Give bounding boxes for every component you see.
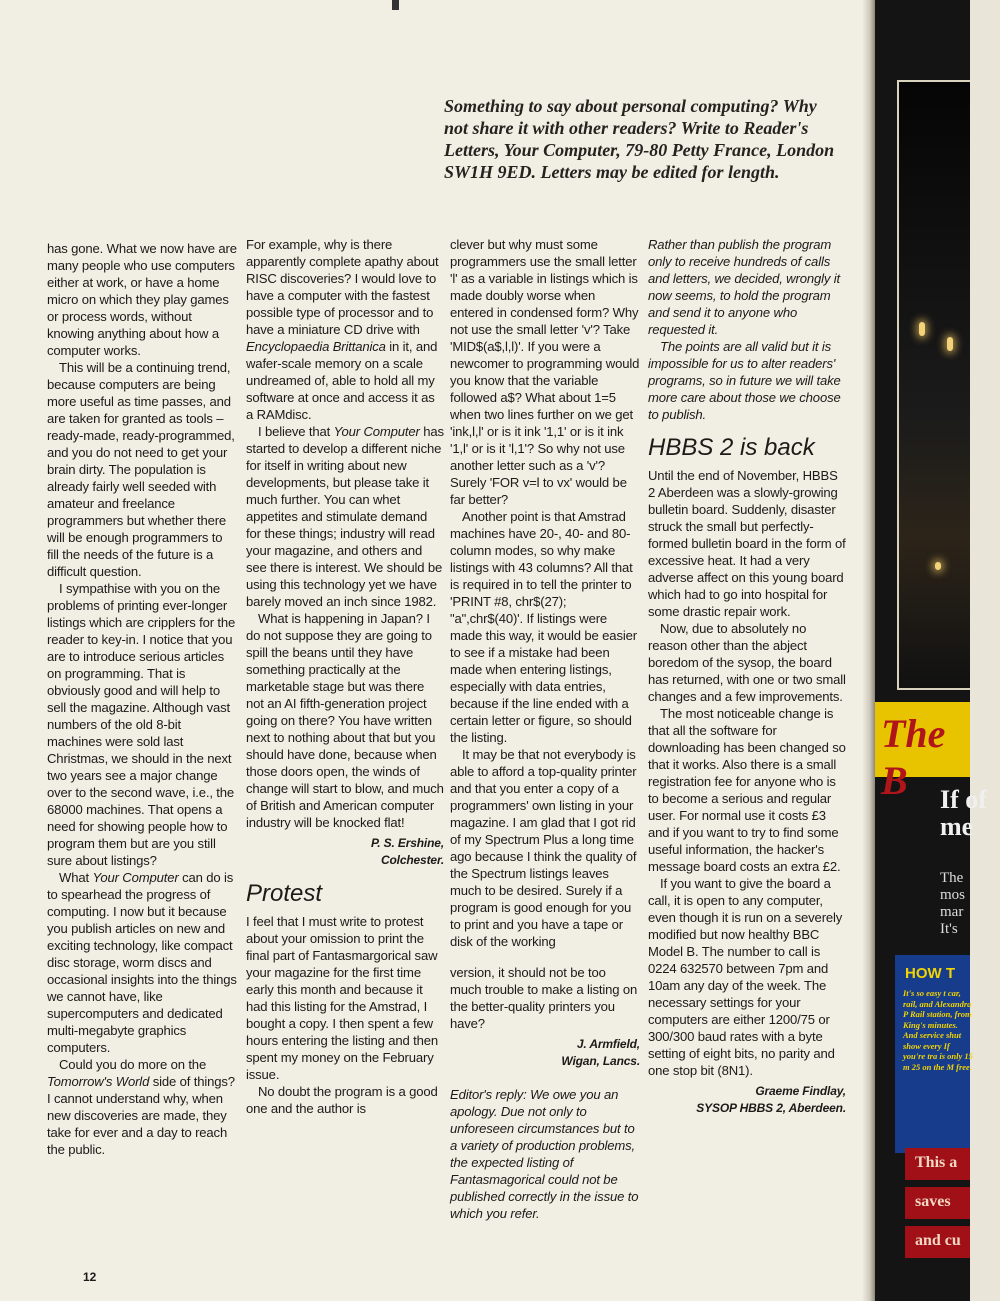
column-1 <box>47 240 237 1158</box>
light-glow <box>919 322 925 336</box>
signature-name: Graeme Findlay, <box>755 1084 846 1098</box>
paragraph: Until the end of November, HBBS 2 Aberdeen was a slowly-growing bulletin board. Suddenly, disaster struck the small but perfectly-formed bulletin board in the form of excessive heat. It had a very adverse affect on this young board which had to go into hospital for some drastic repair work. <box>648 468 846 619</box>
advert-photo <box>897 80 970 690</box>
paragraph: What is happening in Japan? I do not suppose they are going to spill the beans until they have something practically at the marketable stage but was there not an AI fifth-generation project going on there? You have written next to nothing about that but you should have done, because when those doors open, the winds of change will start to blow, and much of British and American computer industry will be knocked flat! <box>246 611 444 830</box>
advert-tag: saves <box>905 1187 970 1219</box>
paragraph: Editor's reply: We owe you an apology. Due not only to unforeseen circumstances but to a variety of production problems, the expected listing of Fantasmagorical could not be published correctly in the issue to which you refer. <box>450 1087 639 1221</box>
advert-tag: and cu <box>905 1226 970 1258</box>
advert-info-text: It's so easy t car, rail, and Alexandra P Rail station, from King's minutes. And service shut show every If you're tra is only 15 m 25 on the M free. <box>903 988 973 1072</box>
letter-signature <box>450 1036 640 1070</box>
signature-place: SYSOP HBBS 2, Aberdeen. <box>696 1101 846 1115</box>
signature-name: P. S. Ershine, <box>370 836 444 850</box>
paragraph: The most noticeable change is that all the software for downloading has been changed so that it works. Also there is a small registration fee for anyone who is to become a serious and regular user. For normal use it costs £3 and if you want to try to find some useful information, the hacker's message board costs an extra £2. <box>648 706 846 874</box>
light-glow <box>935 562 941 570</box>
section-heading-hbbs: HBBS 2 is back <box>648 434 815 461</box>
editor-reply-continued <box>648 236 846 423</box>
page-gutter <box>862 0 875 1301</box>
paragraph: If you want to give the board a call, it is open to any computer, even though it is run on a severely modified but now healthy BBC Model B. The number to call is 0224 632570 between 7pm and 10am any day of the week. The necessary settings for your computers are either 1200/75 or 300/300 baud rates with a byte setting of eight bits, no parity and one stop bit (8N1). <box>648 876 843 1078</box>
paragraph: clever but why must some programmers use the small letter 'l' as a variable in listings which is made doubly worse when entered in condensed form? Why not use the small letter 'v'? Take 'MID$(a$,l,l)'. If you were a newcomer to programming would you know that the variable followed a$? What about 1=5 when two lines further on we get 'ink,l,l' or is it ink '1,1' or is it ink '1,l' or is it 'l,1'? So why not use another letter such as a 'v'? Surely 'FOR v=l to vx' would be far better? <box>450 237 640 507</box>
paragraph: Another point is that Amstrad machines have 20-, 40- and 80-column modes, so why make listings with 43 columns? All that is required in to tell the printer to 'PRINT #8, chr$(27); "a",chr$(40)'. If listings were made this way, it would be easier to see if a mistake had been made when entering listings, especially with data entries, because if the line ended with a certain letter or figure, so should the listing. <box>450 509 637 745</box>
paragraph: I sympathise with you on the problems of printing ever-longer listings which are cripplers for the reader to key-in. I notice that you are to introduce serious articles on programming. That is obviously good and will help to sell the magazine. Although vast numbers of the old 8-bit machines were sold last Christmas, we should in the next two years see a major change over to the second wave, i.e., the 68000 machines. That opens a need for showing people how to program them but are you still sure about listings? <box>47 581 236 868</box>
paragraph: For example, why is there apparently complete apathy about RISC discoveries? I would love to have a computer with the fastest possible type of processor and to have a miniature CD drive with Encyclopaedia Brittanica in it, and wafer-scale memory on a scale undreamed of, able to hold all my software at once and access it as a RAMdisc. <box>246 237 439 422</box>
signature-place: Wigan, Lancs. <box>561 1054 640 1068</box>
advert-banner: The B <box>875 702 970 777</box>
signature-place: Colchester. <box>380 853 444 867</box>
advert-subtext: The mos mar It's <box>940 870 966 937</box>
paragraph: This will be a continuing trend, because computers are being more useful as time passes, and are taken for granted as tools – ready-made, ready-programmed, and you do not need to get your brain dirty. The population is already fairly well seeded with amateur and freelance programmers but whether there will be enough programmers to fill the needs of the future is a difficult question. <box>47 360 235 579</box>
paragraph: The points are all valid but it is impossible for us to alter readers' programs, so in future we will take more care about those we choose to publish. <box>648 339 841 422</box>
column-4 <box>648 236 846 1117</box>
letter-signature <box>246 835 444 869</box>
paragraph: No doubt the program is a good one and the author is <box>246 1084 438 1116</box>
paragraph: version, it should not be too much trouble to make a listing on the better-quality printers you have? <box>450 965 638 1031</box>
paragraph: It may be that not everybody is able to afford a top-quality printer and that you enter a copy of a programmers' own listing in your magazine. I am glad that I got rid of my Spectrum Plus a long time ago because I think the quality of the Spectrum listings leaves much to be desired. Surely if a program is good enough for you to print and you have a tape or disk of the working <box>450 747 637 949</box>
letters-intro: Something to say about personal computing? Why not share it with other readers? Write to Reader's Letters, Your Computer, 79-80 Petty France, London SW1H 9ED. Letters may be edited for length. <box>444 96 835 182</box>
advert-tag: This a <box>905 1148 970 1180</box>
print-mark <box>392 0 399 10</box>
editor-reply <box>450 1086 640 1222</box>
paragraph: Could you do more on the Tomorrow's World side of things? I cannot understand why, when new discoveries are made, they take for ever and a day to reach the public. <box>47 1057 235 1157</box>
advert-headline: If of me <box>940 785 987 841</box>
paragraph: Now, due to absolutely no reason other than the abject boredom of the sysop, the board has returned, with one or two small changes and a few improvements. <box>648 621 846 704</box>
advert-panel <box>875 0 973 1301</box>
advert-info-title: HOW T <box>905 965 955 982</box>
advert-info-box <box>895 955 973 1153</box>
section-heading-protest: Protest <box>246 880 323 907</box>
paragraph: I feel that I must write to protest about your omission to print the final part of Fantasmargorical saw your magazine for the first time early this month and because it had this listing for the Amstrad, I bought a copy. I then spent a few hours entering the listing and then spent my money on the February issue. <box>246 914 439 1082</box>
column-3 <box>450 236 640 1222</box>
page-number: 12 <box>83 1270 97 1284</box>
light-glow <box>947 337 953 351</box>
column-2 <box>246 236 444 1117</box>
paragraph: What Your Computer can do is to spearhead the progress of computing. I now but it because you publish articles on new and exciting technology, like compact disc storage, worm discs and occasional insights into the things we cannot have, like supercomputers and dedicated multi-megabyte graphics computers. <box>47 870 237 1055</box>
paragraph: has gone. What we now have are many people who use computers either at work, or have a home micro on which they play games or process words, without knowing anything about how a computer works. <box>47 241 237 358</box>
signature-name: J. Armfield, <box>576 1037 640 1051</box>
paragraph: Rather than publish the program only to receive hundreds of calls and letters, we decided, wrongly it now seems, to hold the program and send it to anyone who requested it. <box>648 237 840 337</box>
letter-signature <box>648 1083 846 1117</box>
paragraph: I believe that Your Computer has started to develop a different niche for itself in writing about new developments, but please take it much further. You can whet appetites and stimulate demand for these things; industry will read your magazine, and others and see there is interest. We should be using this technology yet we have barely moved an inch since 1982. <box>246 424 444 609</box>
